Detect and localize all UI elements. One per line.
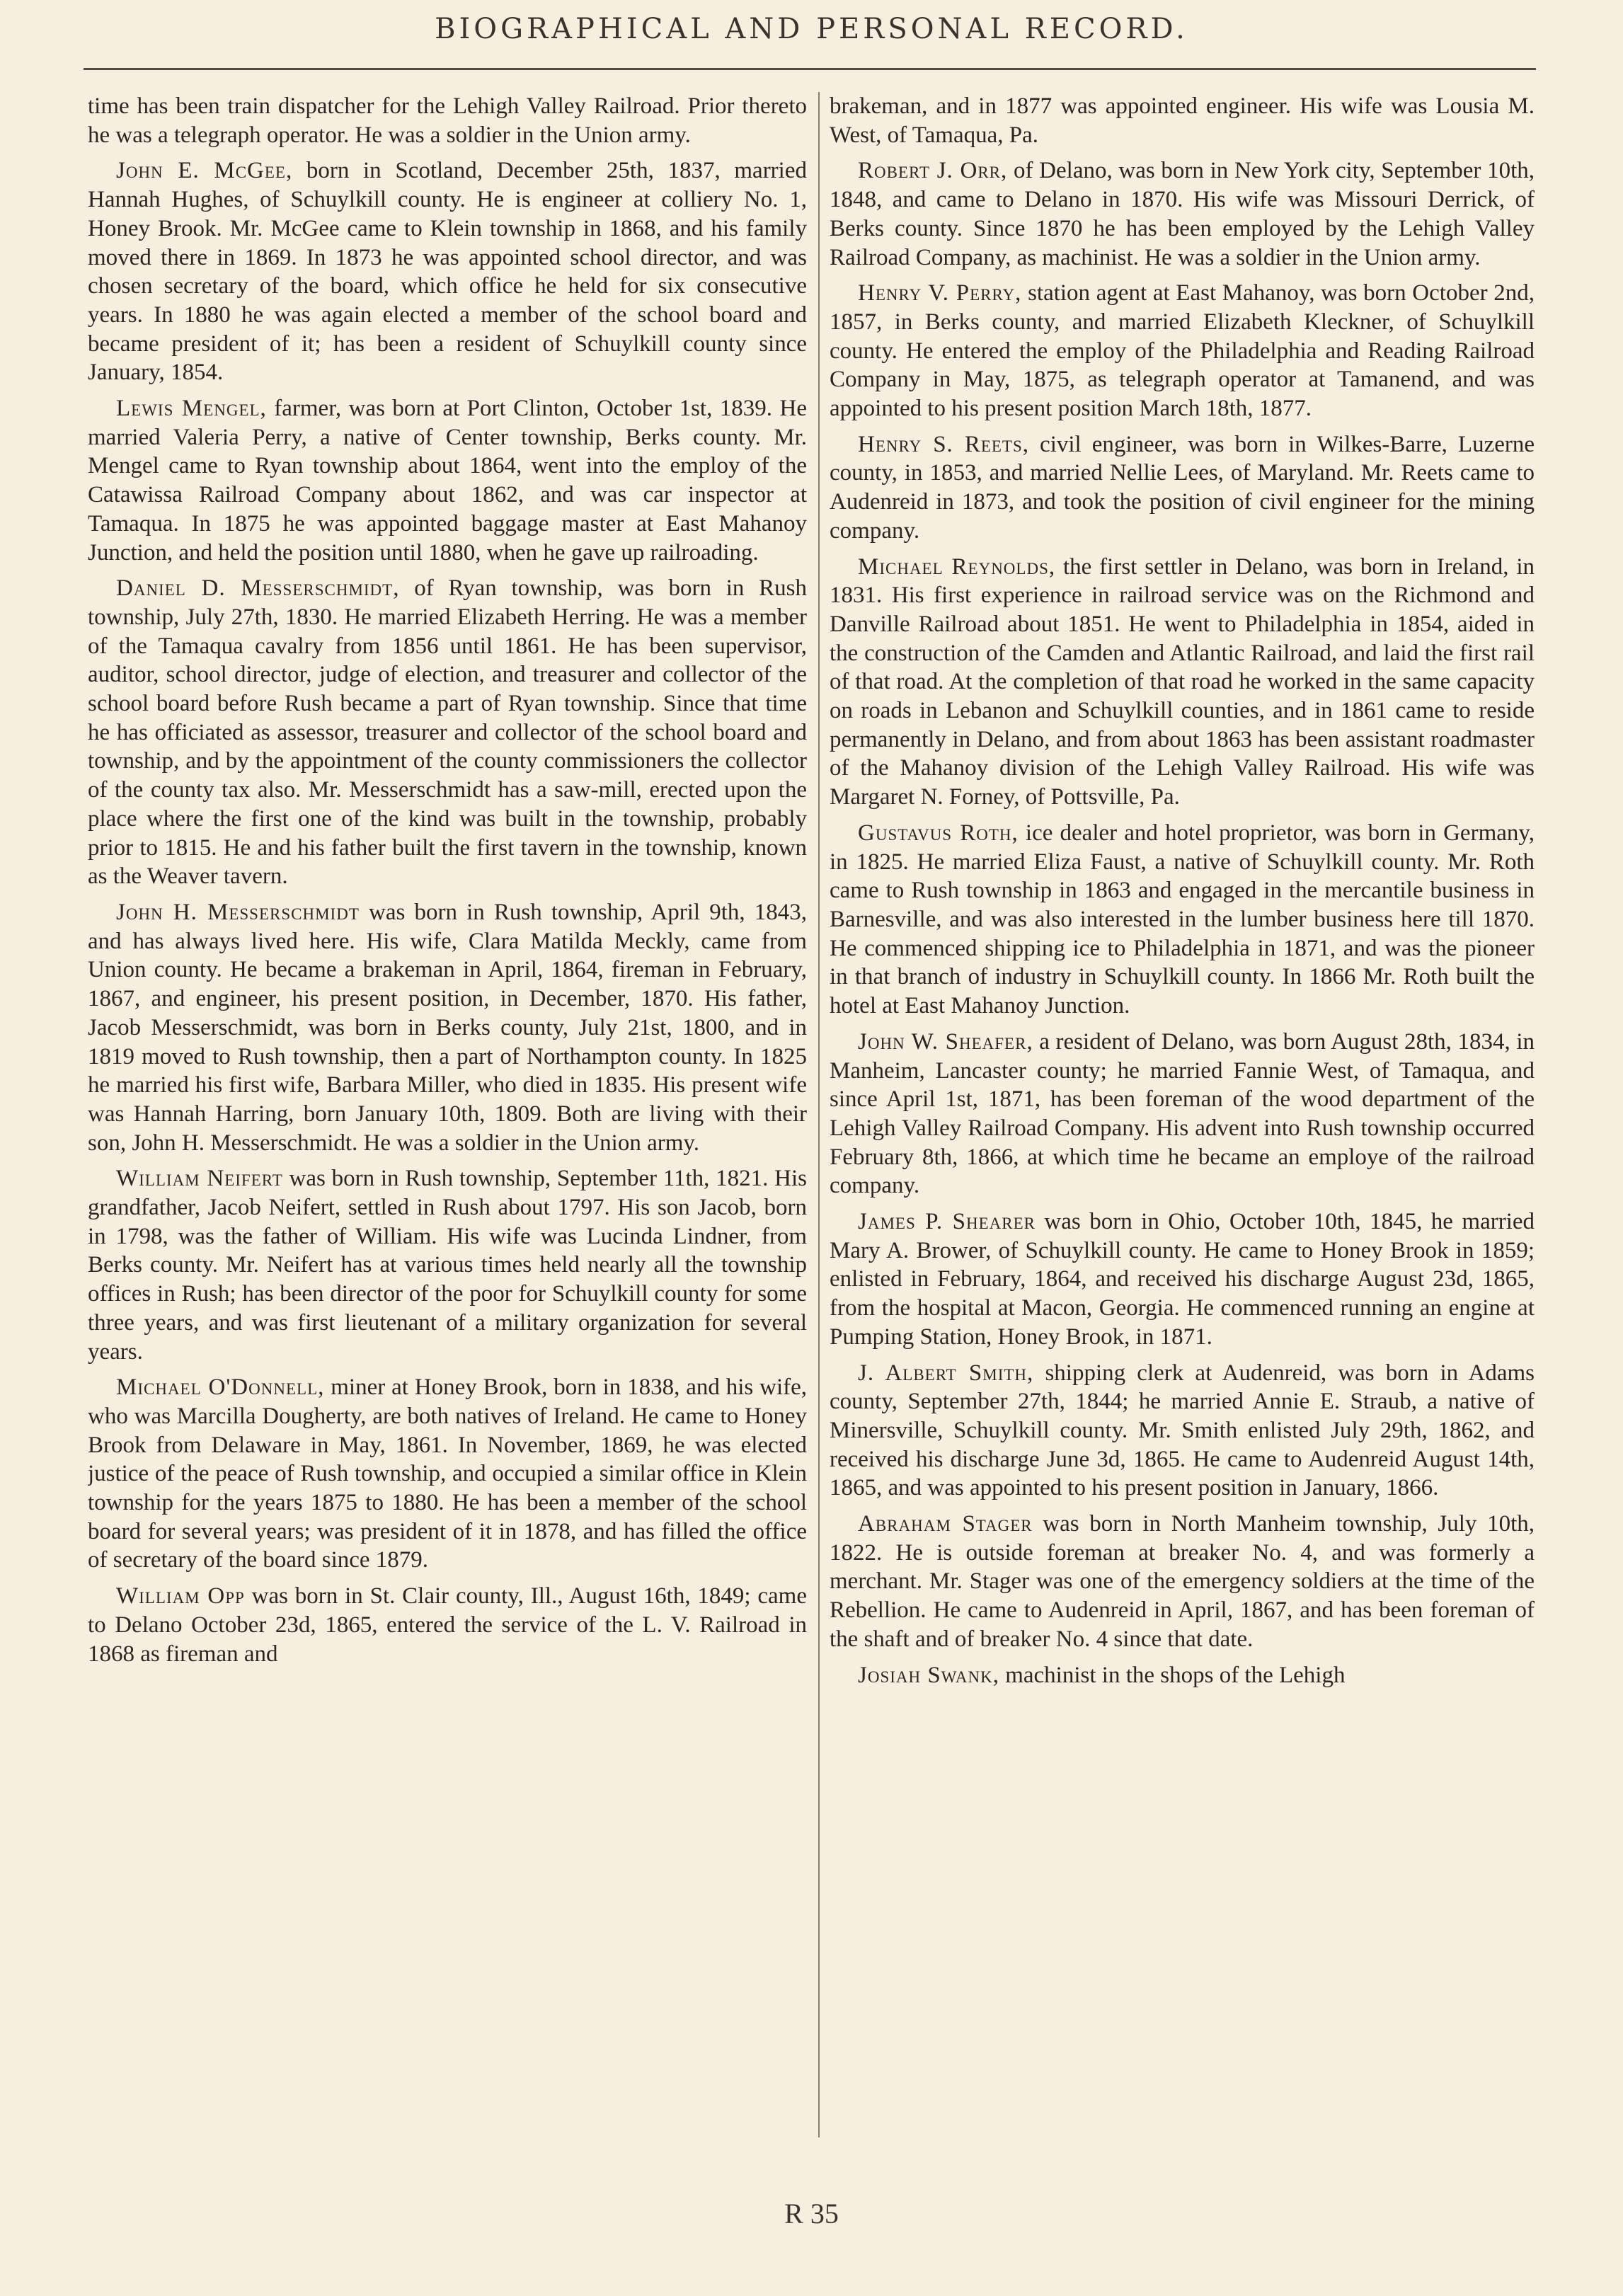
entry [830,1661,1535,1690]
entry-text: shipping clerk at Audenreid, was born in Adams county, September 27th, 1844; he married Annie E. Straub, a native of Minersville, Schuylkill county. Mr. Smith enlisted July 29th, 1862, and received his discharge June 3d, 1865. He came to Audenreid August 14th, 1865, and was appointed to his present position in January, 1866. [830,1360,1535,1501]
entry-name: J. Albert Smith, [858,1360,1034,1386]
entry-name: William Opp [116,1583,245,1609]
entry-text: was born in Ohio, October 10th, 1845, he married Mary A. Brower, of Schuylkill county. He came to Honey Brook in 1859; enlisted in February, 1864, and received his discharge August 23d, 1865, from the hospital at Macon, Georgia. He commenced running an engine at Pumping Station, Honey Brook, in 1871. [830,1209,1535,1350]
running-title: BIOGRAPHICAL AND PERSONAL RECORD. [435,13,1188,45]
left-column [88,92,807,2145]
entry [88,394,807,567]
entry-name: John E. McGee, [116,158,293,184]
entry [830,553,1535,812]
entry-text: born in Scotland, December 25th, 1837, married Hannah Hughes, of Schuylkill county. He is engineer at colliery No. 1, Honey Brook. Mr. McGee came to Klein township in 1868, and his family moved there in 1869. In 1873 he was appointed school director, and was chosen secretary of the board, which office he held for six consecutive years. In 1880 he was again elected a member of the school board and became president of it; has been a resident of Schuylkill county since January, 1854. [88,158,807,386]
entry-text: farmer, was born at Port Clinton, October 1st, 1839. He married Valeria Perry, a native of Center township, Berks county. Mr. Mengel came to Ryan township about 1864, went into the employ of the Catawissa Railroad Company about 1862, and was car inspector at Tamaqua. In 1875 he was appointed baggage master at East Mahanoy Junction, and held the position until 1880, when he gave up railroading. [88,396,807,566]
entry [830,279,1535,423]
entry-text: civil engineer, was born in Wilkes-Barre, Luzerne county, in 1853, and married Nellie Lees, of Maryland. Mr. Reets came to Audenreid in 1873, and took the position of civil engineer for the mining company. [830,431,1535,544]
entry-text: a resident of Delano, was born August 28th, 1834, in Manheim, Lancaster county; he married Fannie West, of Tamaqua, and since April 1st, 1871, has been foreman of the wood department of the Lehigh Valley Railroad Company. His advent into Rush township occurred February 8th, 1866, at which time he became an employe of the railroad company. [830,1028,1535,1199]
entry [88,1373,807,1575]
entry [88,898,807,1157]
entry-name: John H. Messerschmidt [116,899,360,925]
entry [88,1582,807,1668]
entry-text: machinist in the shops of the Lehigh [999,1662,1346,1688]
right-column [830,92,1535,2145]
entry-name: Henry S. Reets, [858,431,1030,457]
entry [88,1164,807,1366]
entry [88,574,807,891]
entry [830,430,1535,546]
page-number: R 35 [784,2198,839,2229]
entry-text: ice dealer and hotel proprietor, was born in Germany, in 1825. He married Eliza Faust, a native of Schuylkill county. Mr. Roth came to Rush township in 1863 and engaged in the mercantile business in Barnesville, and was also interested in the lumber business here till 1870. He commenced shipping ice to Philadelphia in 1871, and was the pioneer in that branch of industry in Schuylkill county. In 1866 Mr. Roth built the hotel at East Mahanoy Junction. [830,820,1535,1019]
entry-text: of Ryan township, was born in Rush township, July 27th, 1830. He married Elizabeth Herring. He was a member of the Tamaqua cavalry from 1856 until 1861. He has been supervisor, auditor, school director, judge of election, and treasurer and collector of the school board before Rush became a part of Ryan township. Since that time he has officiated as assessor, treasurer and collector of the school board and township, and by the appointment of the county commissioners the collector of the county tax also. Mr. Messerschmidt has a saw-mill, erected upon the place where the first one of the kind was built in the township, probably prior to 1815. He and his father built the first tavern in the township, known as the Weaver tavern. [88,575,807,890]
entry-name: William Neifert [116,1166,283,1192]
entry-text: station agent at East Mahanoy, was born October 2nd, 1857, in Berks county, and married Elizabeth Kleckner, of Schuylkill county. He entered the employ of the Philadelphia and Reading Railroad Company in May, 1875, as telegraph operator at Tamanend, and was appointed to his present position March 18th, 1877. [830,280,1535,422]
entry-name: Gustavus Roth, [858,820,1019,846]
entry [88,92,807,149]
entry [830,1028,1535,1200]
entry [830,92,1535,149]
header-rule [84,68,1536,70]
entry-name: James P. Shearer [858,1209,1036,1235]
entry-name: Henry V. Perry, [858,280,1022,306]
entry-name: Daniel D. Messerschmidt, [116,575,400,602]
entry-text: was born in Rush township, September 11th, 1821. His grandfather, Jacob Neifert, settled in Rush about 1797. His son Jacob, born in 1798, was the father of William. His wife was Lucinda Lindner, from Berks county. Mr. Neifert has at various times held nearly all the township offices in Rush; has been director of the poor for Schuylkill county for some three years, and was first lieutenant of a military organization for several years. [88,1166,807,1365]
entry-name: John W. Sheafer, [858,1028,1033,1055]
entry-name: Abraham Stager [858,1511,1033,1537]
entry-name: Robert J. Orr, [858,158,1008,184]
entry-text: of Delano, was born in New York city, September 10th, 1848, and came to Delano in 1870. His wife was Missouri Derrick, of Berks county. Since 1870 he has been employed by the Lehigh Valley Railroad Company, as machinist. He was a soldier in the Union army. [830,158,1535,270]
entry-text: time has been train dispatcher for the Lehigh Valley Railroad. Prior thereto he was a telegraph operator. He was a soldier in the Union army. [88,93,807,148]
entry-name: Michael O'Donnell, [116,1374,325,1401]
entry-text: was born in Rush township, April 9th, 1843, and has always lived here. His wife, Clara Matilda Meckly, came from Union county. He became a brakeman in April, 1864, fireman in February, 1867, and engineer, his present position, in December, 1870. His father, Jacob Messerschmidt, was born in Berks county, July 21st, 1800, and in 1819 moved to Rush township, then a part of Northampton county. In 1825 he married his first wife, Barbara Miller, who died in 1835. His present wife was Hannah Harring, born January 10th, 1809. Both are living with their son, John H. Messerschmidt. He was a soldier in the Union army. [88,899,807,1156]
entry [830,156,1535,272]
entry-name: Michael Reynolds, [858,553,1056,580]
entry-text: was born in North Manheim township, July 10th, 1822. He is outside foreman at breaker No. 4, and was formerly a merchant. Mr. Stager was one of the emergency soldiers at the time of the Rebellion. He came to Audenreid in April, 1867, and has been foreman of the shaft and of breaker No. 4 since that date. [830,1511,1535,1652]
column-divider [818,92,820,2137]
entry-name: Josiah Swank, [858,1662,999,1688]
entry-text: was born in St. Clair county, Ill., August 16th, 1849; came to Delano October 23d, 1865, entered the service of the L. V. Railroad in 1868 as fireman and [88,1583,807,1667]
entry-name: Lewis Mengel, [116,396,267,422]
entry-text: brakeman, and in 1877 was appointed engineer. His wife was Lousia M. West, of Tamaqua, Pa. [830,93,1535,148]
entry [830,1207,1535,1352]
entry [88,156,807,387]
entry [830,819,1535,1021]
entry [830,1359,1535,1503]
entry-text: miner at Honey Brook, born in 1838, and his wife, who was Marcilla Dougherty, are both natives of Ireland. He came to Honey Brook from Delaware in May, 1861. In November, 1869, he was elected justice of the peace of Rush township, and occupied a similar office in Klein township for the years 1875 to 1880. He has been a member of the school board for several years; was president of it in 1878, and has filled the office of secretary of the board since 1879. [88,1374,807,1573]
entry [830,1510,1535,1654]
entry-text: the first settler in Delano, was born in Ireland, in 1831. His first experience in railroad service was on the Richmond and Danville Railroad about 1851. He went to Philadelphia in 1854, aided in the construction of the Camden and Atlantic Railroad, and laid the first rail of that road. At the completion of that road he worked in the same capacity on roads in Lebanon and Schuylkill counties, and in 1861 came to reside permanently in Delano, and from about 1863 has been assistant roadmaster of the Mahanoy division of the Lehigh Valley Railroad. His wife was Margaret N. Forney, of Pottsville, Pa. [830,553,1535,810]
